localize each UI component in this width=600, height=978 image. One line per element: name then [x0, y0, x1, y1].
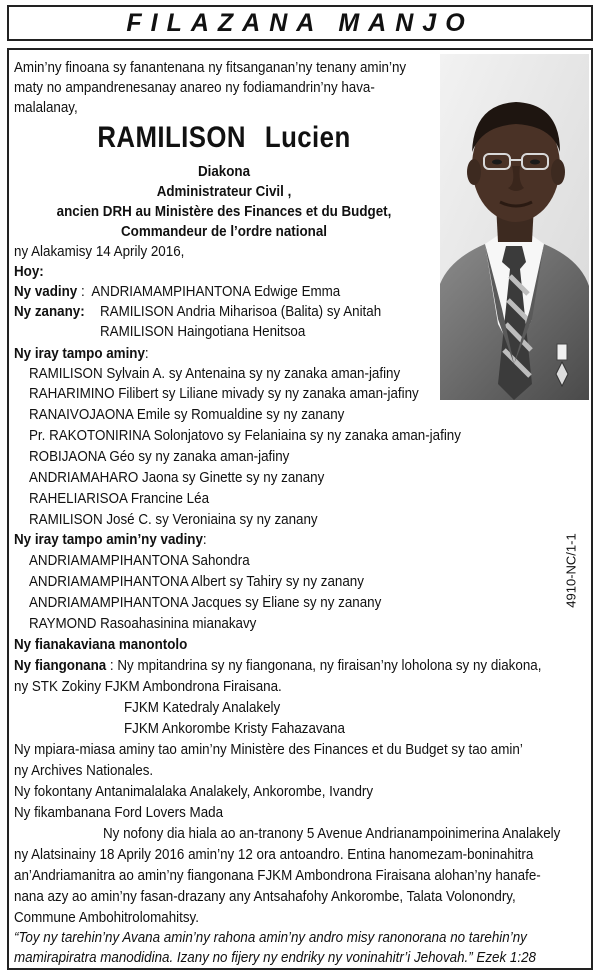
others-line-3: Ny fokontany Antanimalalaka Analakely, Ankorombe, Ivandry — [14, 784, 374, 800]
title-commandeur: Commandeur de l’ordre national — [121, 224, 327, 240]
family-whole: Ny fianakaviana manontolo — [14, 637, 188, 653]
sibling-3: RANAIVOJAONA Emile sy Romualdine sy ny zanany — [29, 407, 345, 423]
reference-code — [561, 520, 581, 620]
deceased-surname: RAMILISON — [97, 121, 246, 154]
funeral-line-4: nana azy ao amin’ny fasan-drazany any Antsahafohy Ankorombe, Talata Volonondry, — [14, 889, 516, 905]
sibling-7: RAHELIARISOA Francine Léa — [29, 491, 210, 507]
intro-text-1: Amin’ny finoana sy fanantenana ny fitsanganan’ny tenany amin’ny — [14, 60, 407, 76]
spouse-value: ANDRIAMAMPIHANTONA Edwige Emma — [91, 284, 341, 300]
church-row — [14, 656, 541, 676]
children-label: Ny zanany — [14, 304, 81, 320]
funeral-line-3: an’Andriamanitra ao amin’ny fiangonana FJKM Ambondrona Firaisana alohan’ny hanafe- — [14, 868, 541, 884]
siblings-heading — [14, 344, 149, 364]
spouse-sep: : — [80, 284, 85, 300]
spouse-row — [14, 282, 340, 302]
verse-line-2: mamirapiratra manodidina. Izany no fijery ny endriky ny voninahitr’i Jehovah.” Ezek 1:28 — [14, 950, 536, 966]
church-line-2: FJKM Katedraly Analakely — [124, 700, 281, 716]
funeral-line-1: Ny nofony dia hiala ao an-tranony 5 Avenue Andrianampoinimerina Analakely — [103, 826, 561, 842]
intro-line-3 — [14, 98, 78, 118]
others-line-1: Ny mpiara-miasa aminy tao amin’ny Ministère des Finances et du Budget sy tao amin’ — [14, 742, 523, 758]
intro-text-2: maty no ampandrenesanay anareo ny fodiamandrin’ny hava- — [14, 80, 375, 96]
sibling-8: RAMILISON José C. sy Veroniaina sy ny zanany — [29, 512, 318, 528]
others-line-2: ny Archives Nationales. — [14, 763, 154, 779]
children-line-2: RAMILISON Haingotiana Henitsoa — [100, 324, 306, 340]
title-diakona: Diakona — [197, 164, 251, 180]
sibling-4: Pr. RAKOTONIRINA Solonjatovo sy Felaniaina sy ny zanaka aman-jafiny — [29, 428, 461, 444]
death-date: ny Alakamisy 14 Aprily 2016, — [14, 244, 185, 260]
header-title: FILAZANA MANJO — [126, 8, 474, 37]
intro-text-3: malalanay, — [14, 100, 78, 116]
church-label: Ny fiangonana — [14, 658, 107, 674]
church-line-3: FJKM Ankorombe Kristy Fahazavana — [124, 721, 345, 737]
spouse-sibling-3: ANDRIAMAMPIHANTONA Jacques sy Eliane sy ny zanany — [29, 595, 382, 611]
funeral-line-5: Commune Ambohitrolomahitsy. — [14, 910, 199, 926]
title-administrateur: Administrateur Civil , — [156, 184, 292, 200]
spouse-siblings-label: Ny iray tampo amin’ny vadiny — [14, 532, 203, 548]
spouse-sibling-1: ANDRIAMAMPIHANTONA Sahondra — [29, 553, 250, 569]
portrait-image — [440, 54, 589, 400]
header-banner — [7, 5, 593, 41]
portrait-photo — [440, 54, 589, 400]
sibling-2: RAHARIMINO Filibert sy Liliane mivady sy ny zanaka aman-jafiny — [29, 386, 419, 402]
title-drh: ancien DRH au Ministère des Finances et du Budget, — [56, 204, 392, 220]
verse-line-1: “Toy ny tarehin’ny Avana amin’ny rahona amin’ny andro misy ranonorana no tarehin’ny — [14, 930, 527, 946]
children-line-1: RAMILISON Andria Miharisoa (Balita) sy Anitah — [100, 304, 382, 320]
siblings-sep: : — [144, 346, 149, 362]
children-row — [14, 302, 85, 322]
hoy-label: Hoy: — [14, 264, 44, 280]
intro-line-2 — [14, 78, 375, 98]
funeral-line-2: ny Alatsinainy 18 Aprily 2016 amin’ny 12 ora antoandro. Entina hanomezam-boninahitra — [14, 847, 534, 863]
sibling-5: ROBIJAONA Géo sy ny zanaka aman-jafiny — [29, 449, 290, 465]
reference-code-text: 4910-NC/1-1 — [563, 532, 579, 608]
intro-line-1 — [14, 58, 440, 78]
spouse-sibling-4: RAYMOND Rasoahasinina mianakavy — [29, 616, 257, 632]
others-line-4: Ny fikambanana Ford Lovers Mada — [14, 805, 224, 821]
spouse-siblings-heading — [14, 530, 207, 550]
spouse-label: Ny vadiny — [14, 284, 78, 300]
church-line-1: ny STK Zokiny FJKM Ambondrona Firaisana. — [14, 679, 282, 695]
sibling-6: ANDRIAMAHARO Jaona sy Ginette sy ny zanany — [29, 470, 325, 486]
sibling-1: RAMILISON Sylvain A. sy Antenaina sy ny zanaka aman-jafiny — [29, 366, 401, 382]
deceased-given-name: Lucien — [264, 121, 351, 154]
deceased-name — [39, 121, 409, 155]
notice-frame — [7, 48, 593, 970]
spouse-siblings-sep: : — [202, 532, 207, 548]
church-first-line: : Ny mpitandrina sy ny fiangonana, ny firaisan’ny loholona sy ny diakona, — [106, 658, 542, 674]
siblings-label: Ny iray tampo aminy — [14, 346, 145, 362]
children-sep: : — [80, 304, 85, 320]
spouse-sibling-2: ANDRIAMAMPIHANTONA Albert sy Tahiry sy ny zanany — [29, 574, 364, 590]
